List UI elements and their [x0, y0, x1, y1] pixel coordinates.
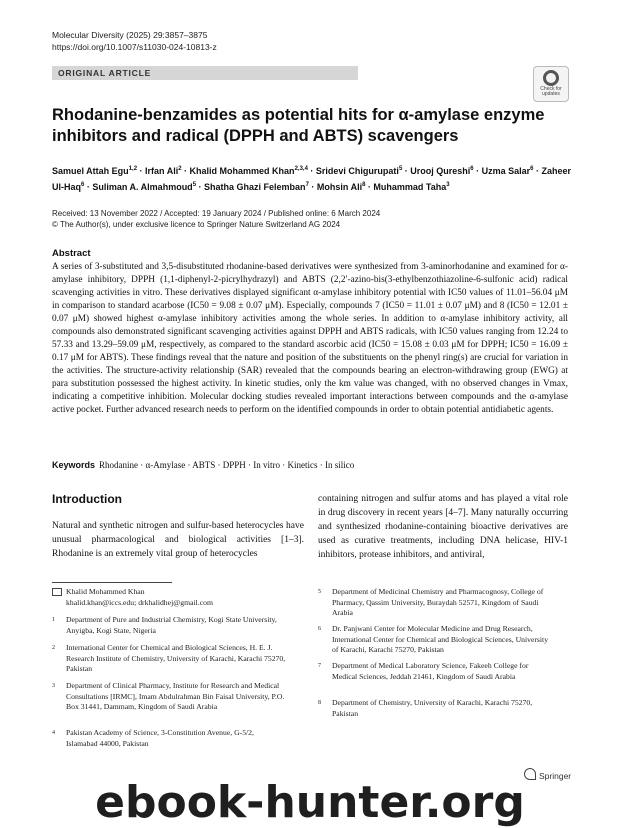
author-affiliation-mark: 5	[398, 166, 403, 172]
dates-line: Received: 13 November 2022 / Accepted: 19 January 2024 / Published online: 6 March 2024	[52, 209, 381, 218]
article-title: Rhodanine-benzamides as potential hits for α-amylase enzyme inhibitors and radical (DPPH and ABTS) scavengers	[52, 106, 545, 145]
author-name[interactable]: Samuel Attah Egu	[52, 166, 129, 176]
author-name[interactable]: Shatha Ghazi Felemban	[204, 182, 306, 192]
author-affiliation-mark: 7	[305, 182, 309, 188]
author-affiliation-mark: 2,3,4	[294, 166, 308, 172]
affiliation-number: 4	[52, 730, 55, 736]
author-name[interactable]: Uzma Salar	[481, 166, 531, 176]
introduction-column-2: containing nitrogen and sulfur atoms and has played a vital role in drug discovery in recent years [4–7]. Many naturally occurring and synthesized rhodanine-containing bioactive derivatives are used as curative treatments, including DNA helicase, HIV-1 inhibitors, protease inhibitors, and antiviral,	[318, 494, 568, 560]
author-name[interactable]: Irfan Ali	[145, 166, 179, 176]
publication-dates	[52, 208, 380, 230]
author-affiliation-mark: 1,2	[128, 166, 138, 172]
springer-horse-icon	[524, 768, 536, 780]
affiliation-text: Department of Medical Laboratory Science, Fakeeh College for Medical Sciences, Jeddah 21461, Kingdom of Saudi Arabia	[332, 661, 529, 681]
corresponding-emails[interactable]: khalid.khan@iccs.edu; drkhalidhej@gmail.com	[66, 597, 213, 607]
affiliation-text: Department of Clinical Pharmacy, Institute for Research and Medical Consultations [IRMC], Imam Abdulrahman Bin Faisal University, P.O. Box 31441, Dammam, Kingdom of Saudi Arabia	[66, 681, 285, 711]
author-name[interactable]: Muhammad Taha	[373, 182, 447, 192]
affiliation-number: 2	[52, 645, 55, 651]
author-name[interactable]: Zaheer Ul-Haq	[52, 166, 572, 192]
author-affiliation-mark: 5	[192, 182, 197, 188]
author-name[interactable]: Khalid Mohammed Khan	[189, 166, 295, 176]
publisher-name: Springer	[539, 771, 572, 781]
keywords	[52, 460, 354, 470]
introduction-column-1: Natural and synthetic nitrogen and sulfur-based heterocycles have unusual pharmacological and biological activities [1–3]. Rhodanine is an extremely vital group of heterocycles	[52, 521, 304, 559]
author-affiliation-mark: 6	[530, 166, 534, 172]
author-name[interactable]: Urooj Qureshi	[410, 166, 471, 176]
affiliation-number: 3	[52, 683, 55, 689]
author-affiliation-mark: 3	[446, 182, 450, 188]
affiliation-text: International Center for Chemical and Biological Sciences, H. E. J. Research Institute of Chemistry, University of Karachi, Karachi 75270, Pakistan	[66, 643, 286, 673]
author-affiliation-mark: 6	[470, 166, 474, 172]
author-affiliation-mark: 6	[81, 182, 85, 188]
affiliation-number: 7	[318, 663, 321, 669]
keywords-text: Rhodanine · α-Amylase · ABTS · DPPH · In vitro · Kinetics · In silico	[99, 460, 355, 470]
affiliation-number: 1	[52, 617, 55, 623]
refresh-icon	[543, 70, 559, 86]
author-list: Samuel Attah Egu$^{1,2}$ · Irfan Ali$^2$ · Khalid Mohammed Khan$^{2,3,4}$ · Sridevi Chigurupati$^5$ · Urooj Qureshi$^6$ · Uzma Salar$^6$ · Zaheer Ul-Haq$^6$ · Suliman A. Almahmoud$^5$ · Shatha Ghazi Felemban$^7$ · Mohsin Ali$^8$ · Muhammad Taha$^3$	[52, 166, 572, 192]
watermark: ebook-hunter.org	[95, 777, 525, 828]
check-for-updates-button[interactable]	[533, 66, 569, 102]
affiliation-text: Department of Chemistry, University of Karachi, Karachi 75270, Pakistan	[332, 698, 533, 718]
author-affiliation-mark: 2	[178, 166, 182, 172]
copyright-line: © The Author(s), under exclusive licence to Springer Nature Switzerland AG 2024	[52, 220, 341, 229]
journal-citation	[52, 29, 217, 53]
journal-line: Molecular Diversity (2025) 29:3857–3875	[52, 30, 208, 40]
introduction-heading: Introduction	[52, 492, 122, 506]
footnote-divider	[52, 582, 172, 583]
affiliation-text: Department of Medicinal Chemistry and Pharmacognosy, College of Pharmacy, Qassim University, Buraydah 52571, Kingdom of Saudi Arabia	[332, 587, 544, 617]
affiliation-number: 6	[318, 626, 321, 632]
author-name[interactable]: Sridevi Chigurupati	[315, 166, 399, 176]
abstract-heading: Abstract	[52, 248, 91, 259]
doi-line: https://doi.org/10.1007/s11030-024-10813-z	[52, 42, 217, 52]
abstract-text: A series of 3-substituted and 3,5-disubstituted rhodanine-based derivatives were synthesized from 3-aminorhodanine and examined for α-amylase inhibitory, DPPH (1,1-diphenyl-2-picrylhydrazyl) and ABTS (2,2′-azino-bis(3-ethylbenzothiazoline-6-sulfonic acid) radical scavenging activities in vitro. These derivatives displayed significant α-amylase inhibitory potential with IC50 values of 11.01–56.04 μM in comparison to standard acarbose (IC50 = 9.08 ± 0.07 μM). Especially, compounds 7 (IC50 = 11.01 ± 0.07 μM) and 8 (IC50 = 12.01 ± 0.07 μM) showed highest α-amylase inhibitory activities among the whole series. In addition to α-amylase inhibitory activity, all compounds also demonstrated significant scavenging activities against DPPH and ABTS radicals, with IC50 values ranging from 12.24 to 57.33 and 13.29–59.09 μM, respectively, as compared to the standard ascorbic acid (IC50 = 15.08 ± 0.03 μM for DPPH; IC50 = 16.09 ± 0.17 μM for ABTS). These findings reveal that the nature and position of the substituents on the phenyl ring(s) are crucial for variation in the activities. The structure-activity relationship (SAR) revealed that the compounds bearing an electron-withdrawing group (EWG) at para substitution possessed the highest activity. In kinetic studies, only the km value was changed, with no observed changes in Vmax, indicating a competitive inhibition. Molecular docking studies revealed important interactions between compounds and the α-amylase active pocket. Further advanced research needs to perform on the identified compounds in order to obtain potential antidiabetic agents.	[52, 262, 568, 415]
article-type-badge: ORIGINAL ARTICLE	[52, 66, 358, 80]
affiliation-text: Dr. Panjwani Center for Molecular Medicine and Drug Research, International Center for Chemical and Biological Sciences, University of Karachi, Karachi 75270, Pakistan	[332, 624, 549, 654]
affiliation-text: Department of Pure and Industrial Chemistry, Kogi State University, Anyigba, Kogi State, Nigeria	[66, 615, 277, 635]
affiliation-text: Pakistan Academy of Science, 3-Constitution Avenue, G-5/2, Islamabad 44000, Pakistan	[66, 728, 254, 748]
check-updates-label: Check for updates	[540, 86, 562, 97]
author-name[interactable]: Suliman A. Almahmoud	[92, 182, 193, 192]
affiliation-number: 8	[318, 700, 321, 706]
author-name[interactable]: Mohsin Ali	[316, 182, 363, 192]
author-affiliation-mark: 8	[362, 182, 366, 188]
keywords-label: Keywords	[52, 460, 96, 470]
affiliation-number: 5	[318, 589, 321, 595]
corresponding-author: Khalid Mohammed Khan	[66, 587, 145, 596]
envelope-icon	[52, 588, 62, 596]
